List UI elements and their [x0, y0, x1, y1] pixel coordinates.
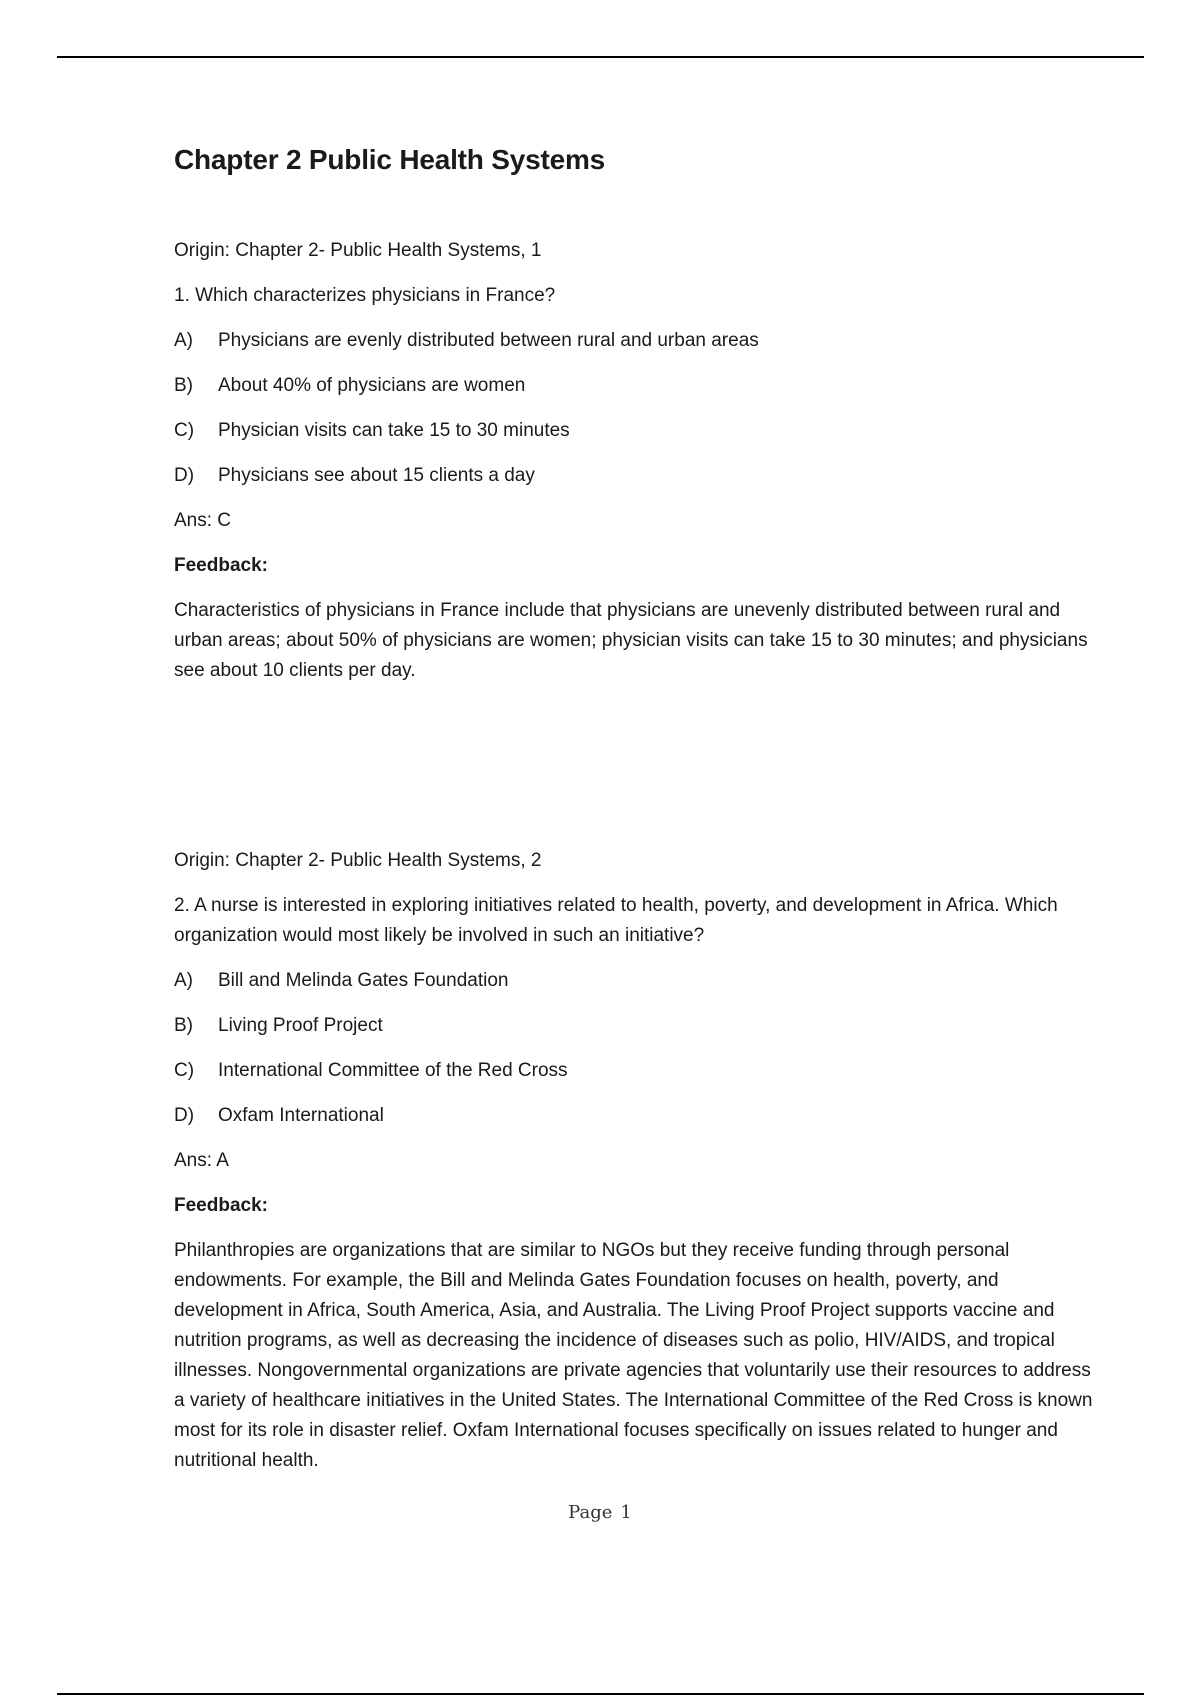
document-title: Chapter 2 Public Health Systems	[174, 144, 606, 175]
question-origin: Origin: Chapter 2- Public Health Systems, 2	[174, 850, 542, 871]
option-text: Physicians are evenly distributed between rural and urban areas	[218, 330, 759, 351]
page-footer	[0, 1502, 1200, 1523]
answer-option-b	[174, 371, 1094, 401]
answer-key: Ans: C	[174, 510, 232, 531]
page-label: Page	[568, 1502, 613, 1523]
answer-option-c	[174, 1056, 1094, 1086]
question-stem: 2. A nurse is interested in exploring initiatives related to health, poverty, and development in Africa. Which organization would most likely be involved in such an initiative?	[174, 895, 1058, 946]
option-letter: C)	[174, 420, 195, 441]
option-letter: C)	[174, 1060, 195, 1081]
option-text: Oxfam International	[218, 1105, 384, 1126]
page-number: 1	[620, 1502, 632, 1523]
option-text: Physicians see about 15 clients a day	[218, 465, 535, 486]
answer-key: Ans: A	[174, 1150, 229, 1171]
option-letter: A)	[174, 970, 193, 991]
footer-rule	[57, 1693, 1144, 1695]
feedback-label: Feedback:	[174, 1195, 268, 1216]
answer-option-d	[174, 461, 1094, 491]
question-origin: Origin: Chapter 2- Public Health Systems, 1	[174, 240, 542, 261]
option-text: Physician visits can take 15 to 30 minutes	[218, 420, 570, 441]
answer-option-c	[174, 416, 1094, 446]
option-text: About 40% of physicians are women	[218, 375, 526, 396]
header-rule	[57, 56, 1144, 58]
question-1	[174, 236, 1094, 686]
option-letter: B)	[174, 1015, 193, 1036]
option-letter: D)	[174, 465, 195, 486]
feedback-text: Philanthropies are organizations that are similar to NGOs but they receive funding through personal endowments. For example, the Bill and Melinda Gates Foundation focuses on health, poverty, and development in Africa, South America, Asia, and Australia. The Living Proof Project supports vaccine and nutrition programs, as well as decreasing the incidence of diseases such as polio, HIV/AIDS, and tropical illnesses. Nongovernmental organizations are private agencies that voluntarily use their resources to address a variety of healthcare initiatives in the United States. The International Committee of the Red Cross is known most for its role in disaster relief. Oxfam International focuses specifically on issues related to hunger and nutritional health.	[174, 1240, 1093, 1471]
document-body	[174, 138, 1094, 1476]
option-letter: A)	[174, 330, 193, 351]
option-text: Bill and Melinda Gates Foundation	[218, 970, 509, 991]
answer-option-a	[174, 966, 1094, 996]
option-letter: D)	[174, 1105, 195, 1126]
answer-option-b	[174, 1011, 1094, 1041]
question-stem: 1. Which characterizes physicians in France?	[174, 285, 556, 306]
answer-option-d	[174, 1101, 1094, 1131]
option-text: International Committee of the Red Cross	[218, 1060, 568, 1081]
question-2	[174, 846, 1094, 1476]
option-text: Living Proof Project	[218, 1015, 383, 1036]
feedback-label: Feedback:	[174, 555, 268, 576]
answer-option-a	[174, 326, 1094, 356]
feedback-text: Characteristics of physicians in France include that physicians are unevenly distributed between rural and urban areas; about 50% of physicians are women; physician visits can take 15 to 30 minutes; and physicians see about 10 clients per day.	[174, 600, 1088, 681]
option-letter: B)	[174, 375, 193, 396]
